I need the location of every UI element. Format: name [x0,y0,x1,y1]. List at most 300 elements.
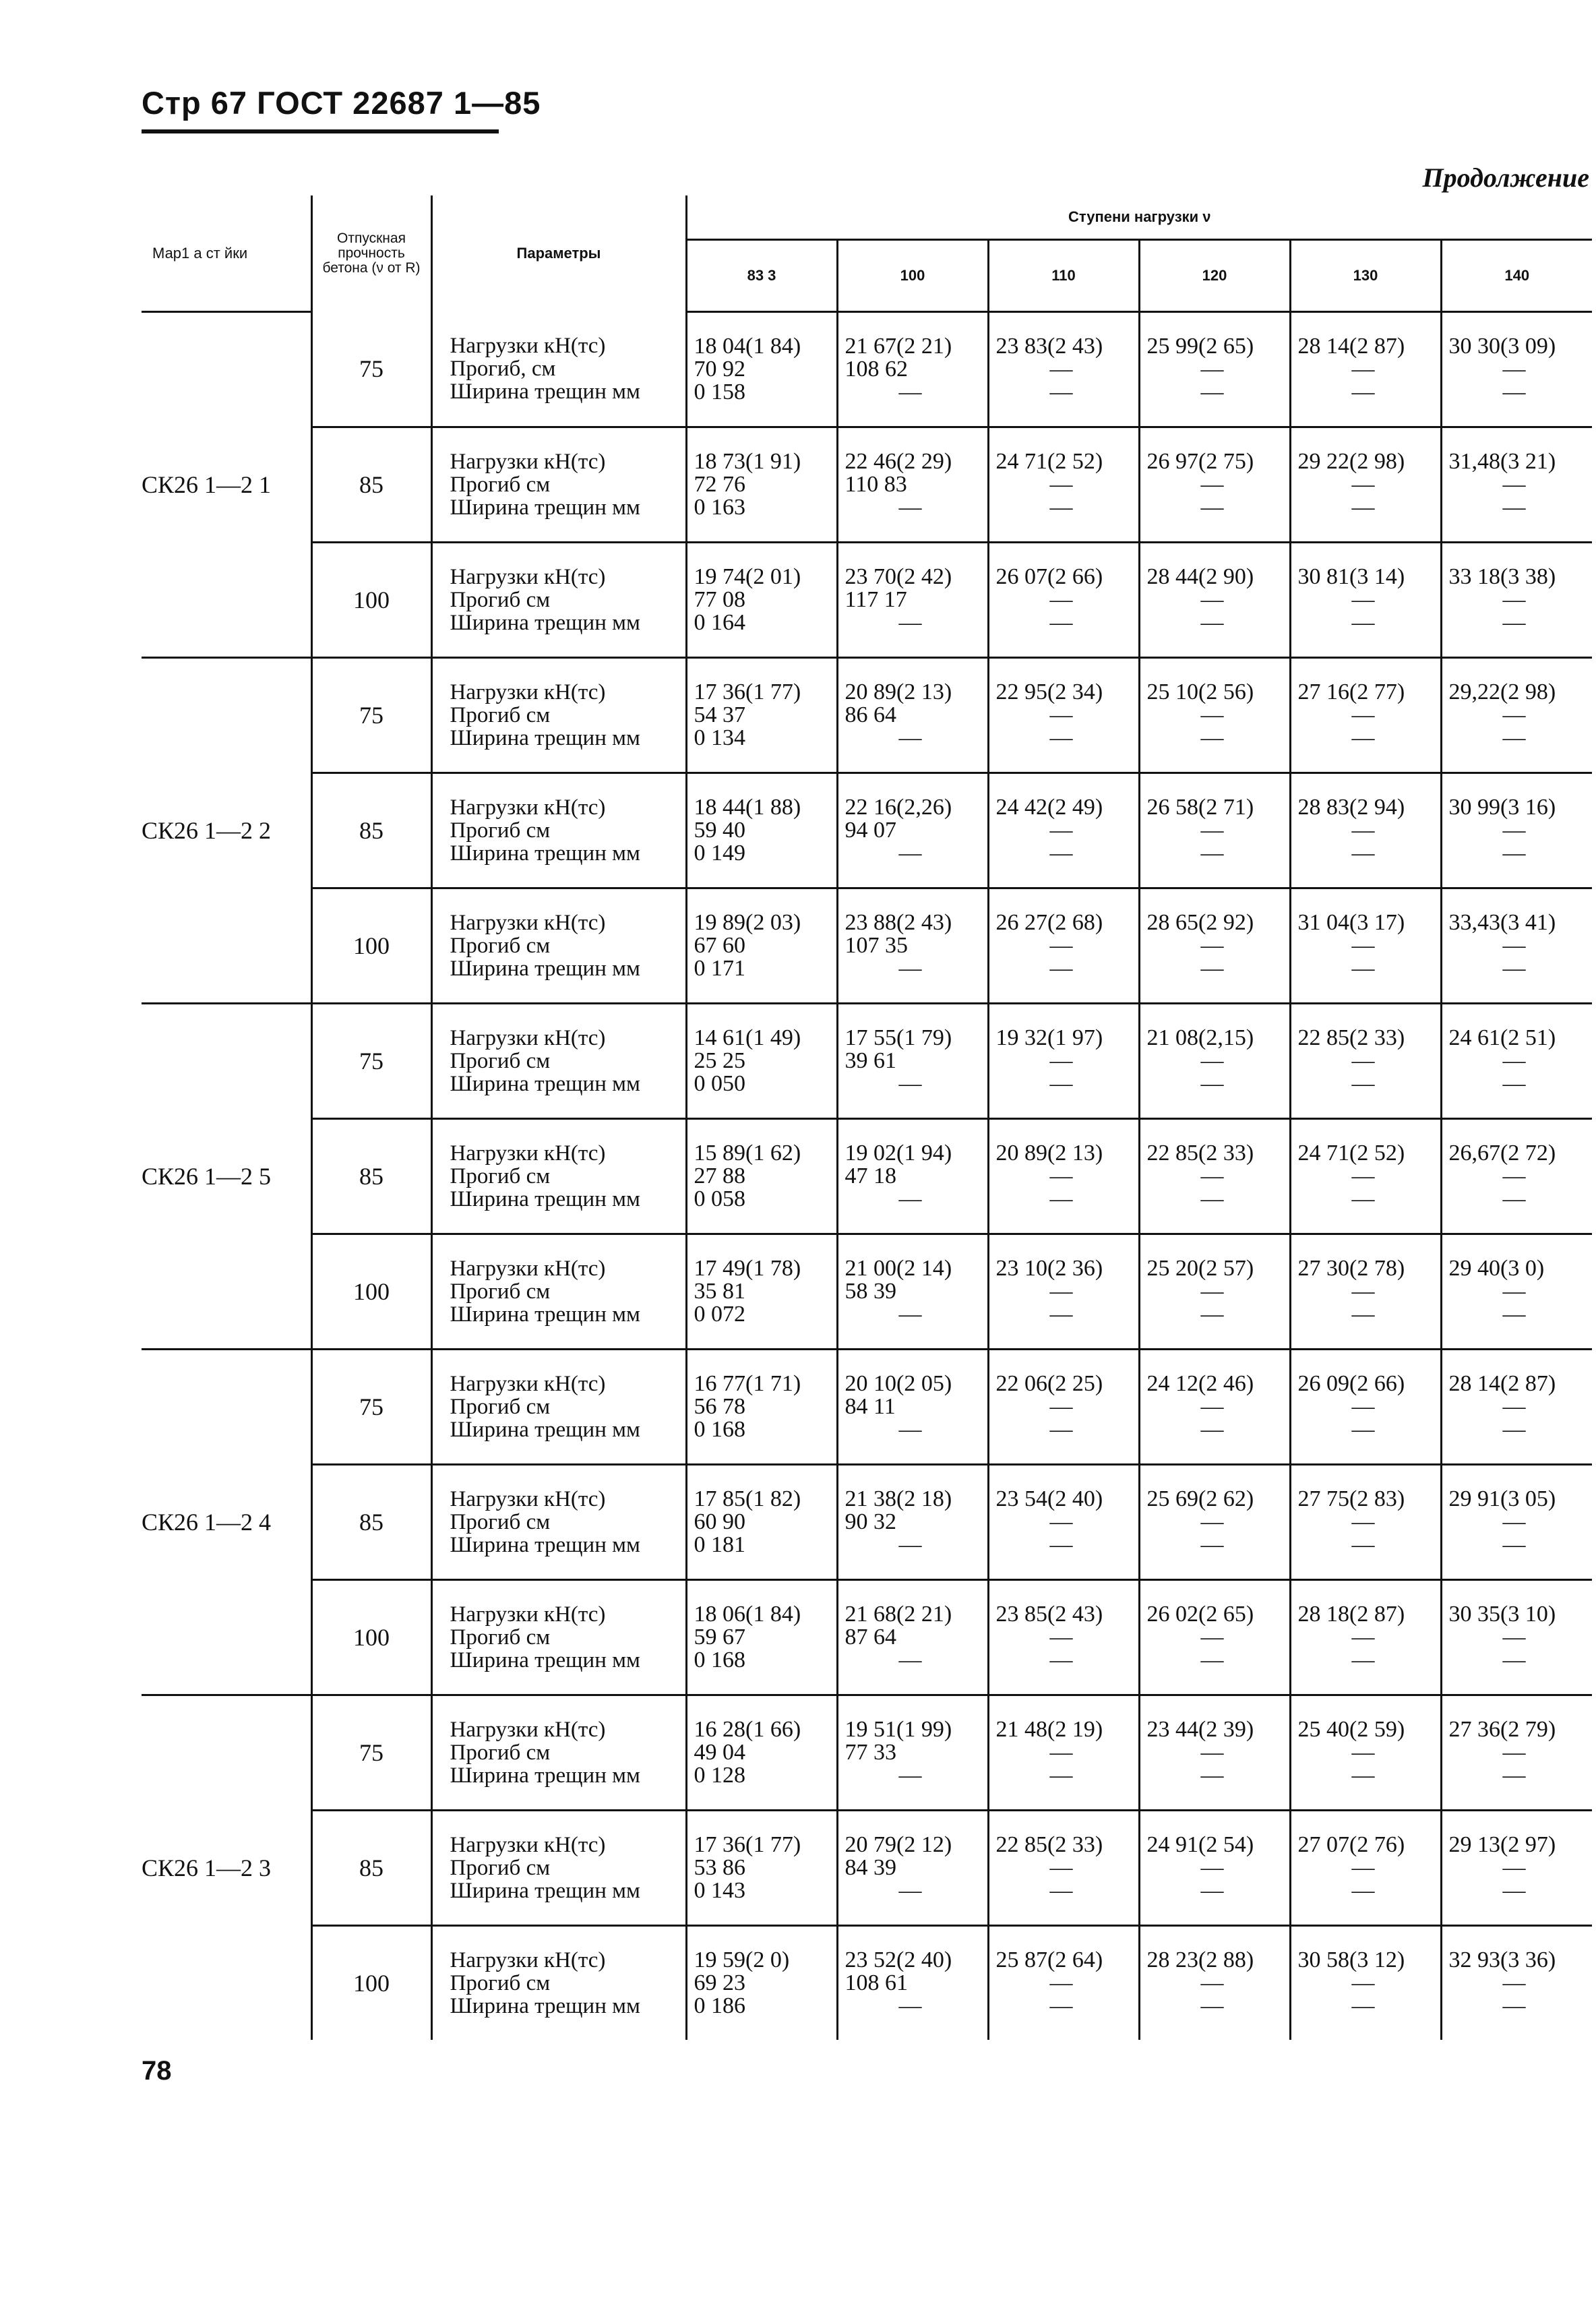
cell-value: — [1351,1279,1375,1304]
value-cell [1290,1119,1441,1234]
strength-cell: 75 [311,312,431,427]
strength-cell: 85 [311,1465,431,1580]
load-table [142,195,1592,2040]
cell-value: — [898,841,922,866]
value-cell [686,1350,837,1465]
cell-value: 0 158 [694,380,745,404]
cell-value: 19 51(1 99) [845,1717,952,1742]
cell-value: 29 22(2 98) [1297,449,1405,474]
cell-value: 0 163 [694,495,745,520]
table-row [142,1119,1592,1234]
cell-value: 0 050 [694,1071,745,1096]
cell-value: — [1351,1532,1375,1557]
cell-value: — [1351,1417,1375,1442]
cell-value: — [1049,1394,1073,1419]
header-rule [142,129,499,133]
param-label: Ширина трещин мм [450,1072,640,1096]
cell-value: 59 40 [694,818,745,843]
cell-value: 33,43(3 41) [1448,910,1556,935]
cell-value: 108 61 [845,1970,908,1995]
params-cell [431,1465,686,1580]
value-cell [837,773,988,888]
step-header: 130 [1290,240,1441,312]
param-label: Прогиб см [450,1164,551,1188]
params-cell [431,1119,686,1234]
cell-value: — [1502,1394,1526,1419]
param-label: Нагрузки кН(тс) [450,1257,606,1281]
value-cell [837,1234,988,1350]
cell-value: — [898,1878,922,1903]
value-cell [1441,888,1592,1004]
cell-value: — [1200,1509,1224,1534]
cell-value: 110 83 [845,472,907,497]
cell-value: — [1502,1740,1526,1765]
cell-value: 26 58(2 71) [1146,795,1254,820]
table-row [142,427,1592,543]
value-cell [988,1580,1139,1695]
cell-value: 27 30(2 78) [1297,1256,1405,1281]
cell-value: — [1049,1417,1073,1442]
value-cell [1290,658,1441,773]
cell-value: — [1502,587,1526,612]
value-cell [837,543,988,658]
cell-value: — [1351,818,1375,843]
cell-value: 28 14(2 87) [1448,1371,1556,1396]
column-header-strength: Отпускная прочность бетона (ν от R) [311,195,431,312]
value-cell [1139,543,1290,658]
mark-cell: СК26 1—2 4 [142,1350,311,1695]
value-cell [1139,1580,1290,1695]
cell-value: 22 16(2,26) [845,795,952,820]
param-label: Прогиб, см [450,357,556,382]
param-label: Ширина трещин мм [450,957,640,981]
cell-value: — [898,1993,922,2018]
value-cell [1290,1465,1441,1580]
cell-value: 26 27(2 68) [995,910,1103,935]
cell-value: 0 149 [694,841,745,866]
cell-value: 84 39 [845,1855,896,1880]
cell-value: 58 39 [845,1279,896,1304]
cell-value: 69 23 [694,1970,745,1995]
cell-value: — [1502,1186,1526,1211]
param-label: Прогиб см [450,1510,551,1534]
cell-value: — [1049,1186,1073,1211]
cell-value: 19 59(2 0) [694,1947,790,1972]
strength-cell: 85 [311,1811,431,1926]
params-cell [431,1234,686,1350]
cell-value: 23 88(2 43) [845,910,952,935]
table-row [142,1580,1592,1695]
param-label: Прогиб см [450,588,551,612]
cell-value: 29 13(2 97) [1448,1832,1556,1857]
param-label: Ширина трещин мм [450,1533,640,1557]
param-label: Прогиб см [450,1856,551,1880]
cell-value: — [1502,357,1526,382]
cell-value: 33 18(3 38) [1448,564,1556,589]
cell-value: — [1200,1970,1224,1995]
cell-value: — [1049,1878,1073,1903]
value-cell [988,1811,1139,1926]
cell-value: 16 28(1 66) [694,1717,801,1742]
cell-value: 31 04(3 17) [1297,910,1405,935]
value-cell [1441,773,1592,888]
value-cell [1441,427,1592,543]
cell-value: 22 06(2 25) [995,1371,1103,1396]
cell-value: — [1200,610,1224,635]
cell-value: — [898,725,922,750]
cell-value: — [1049,1048,1073,1073]
cell-value: 30 58(3 12) [1297,1947,1405,1972]
cell-value: 19 02(1 94) [845,1141,952,1166]
cell-value: — [1200,1394,1224,1419]
value-cell [686,1119,837,1234]
param-label: Ширина трещин мм [450,1418,640,1442]
cell-value: 28 65(2 92) [1146,910,1254,935]
cell-value: — [898,1763,922,1788]
cell-value: 18 73(1 91) [694,449,801,474]
cell-value: 25 20(2 57) [1146,1256,1254,1281]
cell-value: — [1049,1740,1073,1765]
cell-value: — [1049,956,1073,981]
value-cell [686,1695,837,1811]
params-cell [431,1580,686,1695]
cell-value: — [1200,1647,1224,1672]
value-cell [1290,1695,1441,1811]
cell-value: 28 14(2 87) [1297,334,1405,359]
param-label: Ширина трещин мм [450,1879,640,1903]
cell-value: 0 186 [694,1993,745,2018]
cell-value: — [1502,1532,1526,1557]
param-label: Ширина трещин мм [450,380,640,404]
step-header: 83 3 [686,240,837,312]
cell-value: — [1200,702,1224,727]
cell-value: 25 69(2 62) [1146,1486,1254,1511]
value-cell [1441,543,1592,658]
table-row [142,888,1592,1004]
cell-value: — [1200,472,1224,497]
step-header: 120 [1139,240,1290,312]
strength-cell: 85 [311,427,431,543]
cell-value: — [1351,841,1375,866]
cell-value: — [1049,1071,1073,1096]
table-row [142,658,1592,773]
param-label: Нагрузки кН(тс) [450,1372,606,1396]
cell-value: 29,22(2 98) [1448,679,1556,704]
cell-value: 24 71(2 52) [1297,1141,1405,1166]
value-cell [988,312,1139,427]
mark-cell: СК26 1—2 1 [142,471,272,498]
cell-value: — [1502,725,1526,750]
value-cell [686,1465,837,1580]
cell-value: — [1351,1625,1375,1650]
value-cell [686,658,837,773]
cell-value: — [1049,587,1073,612]
strength-cell: 75 [311,658,431,773]
param-label: Ширина трещин мм [450,841,640,866]
cell-value: — [1502,1302,1526,1327]
cell-value: 27 36(2 79) [1448,1717,1556,1742]
cell-value: 26,67(2 72) [1448,1141,1556,1166]
cell-value: 22 46(2 29) [845,449,952,474]
cell-value: 25 10(2 56) [1146,679,1254,704]
param-label: Нагрузки кН(тс) [450,795,606,820]
cell-value: — [1502,1993,1526,2018]
cell-value: 0 058 [694,1186,745,1211]
value-cell [837,888,988,1004]
cell-value: 24 12(2 46) [1146,1371,1254,1396]
cell-value: — [1049,933,1073,958]
param-label: Прогиб см [450,473,551,497]
cell-value: — [1049,702,1073,727]
cell-value: — [1502,472,1526,497]
cell-value: — [898,1186,922,1211]
cell-value: 18 44(1 88) [694,795,801,820]
params-cell [431,312,686,427]
param-label: Нагрузки кН(тс) [450,1141,606,1166]
cell-value: 21 67(2 21) [845,334,952,359]
page-header [142,84,541,121]
value-cell [988,773,1139,888]
params-cell [431,1695,686,1811]
param-label: Прогиб см [450,1625,551,1650]
cell-value: 14 61(1 49) [694,1025,801,1050]
cell-value: 77 08 [694,587,745,612]
strength-cell: 100 [311,1580,431,1695]
cell-value: 27 07(2 76) [1297,1832,1405,1857]
param-label: Нагрузки кН(тс) [450,450,606,474]
cell-value: 32 93(3 36) [1448,1947,1556,1972]
mark-cell: СК26 1—2 2 [142,658,311,1004]
cell-value: — [1049,1163,1073,1188]
value-cell [686,1580,837,1695]
page-number: 78 [142,2056,172,2086]
cell-value: 22 85(2 33) [995,1832,1103,1857]
value-cell [1290,888,1441,1004]
param-label: Прогиб см [450,1049,551,1073]
param-label: Нагрузки кН(тс) [450,911,606,935]
cell-value: 20 79(2 12) [845,1832,952,1857]
cell-value: — [1200,1763,1224,1788]
cell-value: — [1502,1647,1526,1672]
cell-value: — [1049,1279,1073,1304]
param-label: Прогиб см [450,1741,551,1765]
value-cell [1290,1234,1441,1350]
cell-value: — [1502,1878,1526,1903]
cell-value: — [1200,1279,1224,1304]
cell-value: 25 87(2 64) [995,1947,1103,1972]
param-label: Прогиб см [450,818,551,843]
cell-value: 17 85(1 82) [694,1486,801,1511]
cell-value: — [898,1532,922,1557]
table-row [142,1234,1592,1350]
cell-value: 21 00(2 14) [845,1256,952,1281]
param-label: Прогиб см [450,1279,551,1304]
value-cell [686,888,837,1004]
cell-value: — [898,956,922,981]
step-header: 110 [988,240,1139,312]
value-cell [837,1119,988,1234]
value-cell [686,773,837,888]
cell-value: — [1502,1763,1526,1788]
param-label: Нагрузки кН(тс) [450,1602,606,1627]
strength-cell: 75 [311,1350,431,1465]
value-cell [686,1926,837,2040]
value-cell [988,1234,1139,1350]
cell-value: — [1502,933,1526,958]
cell-value: — [1351,1970,1375,1995]
cell-value: 25 25 [694,1048,745,1073]
cell-value: 0 164 [694,610,745,635]
cell-value: — [1351,1993,1375,2018]
cell-value: — [1351,1302,1375,1327]
cell-value: — [1200,1417,1224,1442]
cell-value: — [1049,1302,1073,1327]
cell-value: — [1502,610,1526,635]
cell-value: — [1049,818,1073,843]
value-cell [686,1004,837,1119]
cell-value: — [1502,818,1526,843]
value-cell [988,543,1139,658]
cell-value: 23 44(2 39) [1146,1717,1254,1742]
cell-value: — [1502,1625,1526,1650]
cell-value: — [1351,1186,1375,1211]
cell-value: 0 143 [694,1878,745,1903]
cell-value: — [1200,841,1224,866]
cell-value: 107 35 [845,933,908,958]
cell-value: — [1200,933,1224,958]
cell-value: — [1502,1279,1526,1304]
value-cell [988,1695,1139,1811]
cell-value: — [1502,1855,1526,1880]
cell-value: 26 02(2 65) [1146,1602,1254,1627]
strength-cell: 100 [311,1926,431,2040]
value-cell [1441,1580,1592,1695]
value-cell [1139,1811,1290,1926]
value-cell [837,1695,988,1811]
cell-value: 94 07 [845,818,896,843]
cell-value: 49 04 [694,1740,745,1765]
cell-value: — [898,495,922,520]
value-cell [837,1004,988,1119]
cell-value: 20 89(2 13) [995,1141,1103,1166]
param-label: Нагрузки кН(тс) [450,680,606,704]
cell-value: — [1351,1394,1375,1419]
value-cell [1139,1004,1290,1119]
cell-value: 17 55(1 79) [845,1025,952,1050]
cell-value: — [1502,1970,1526,1995]
cell-value: — [1049,1763,1073,1788]
cell-value: 54 37 [694,702,745,727]
params-cell [431,1350,686,1465]
value-cell [1441,1465,1592,1580]
cell-value: — [1200,1532,1224,1557]
cell-value: — [1351,1647,1375,1672]
cell-value: — [898,1302,922,1327]
cell-value: 30 81(3 14) [1297,564,1405,589]
value-cell [1139,773,1290,888]
cell-value: — [1502,1163,1526,1188]
value-cell [1139,1234,1290,1350]
params-cell [431,773,686,888]
cell-value: — [1200,1993,1224,2018]
cell-value: 70 92 [694,357,745,382]
cell-value: — [1200,1855,1224,1880]
table-row [142,1004,1592,1119]
table-row [142,1811,1592,1926]
cell-value: — [898,1647,922,1672]
cell-value: 22 95(2 34) [995,679,1103,704]
cell-value: 27 75(2 83) [1297,1486,1405,1511]
cell-value: — [1200,725,1224,750]
cell-value: 23 85(2 43) [995,1602,1103,1627]
cell-value: — [1351,357,1375,382]
cell-value: — [1351,610,1375,635]
table-row [142,1465,1592,1580]
cell-value: — [1502,380,1526,404]
cell-value: 17 49(1 78) [694,1256,801,1281]
cell-value: 0 181 [694,1532,745,1557]
value-cell [1290,543,1441,658]
cell-value: 87 64 [845,1625,896,1650]
cell-value: — [1049,610,1073,635]
param-label: Ширина трещин мм [450,1302,640,1327]
value-cell [988,1926,1139,2040]
param-label: Ширина трещин мм [450,495,640,520]
value-cell [837,312,988,427]
param-label: Ширина трещин мм [450,1763,640,1788]
cell-value: — [1351,1763,1375,1788]
cell-value: — [1502,495,1526,520]
param-label: Ширина трещин мм [450,1187,640,1211]
value-cell [1290,427,1441,543]
cell-value: — [1200,1163,1224,1188]
cell-value: 56 78 [694,1394,745,1419]
cell-value: 20 89(2 13) [845,679,952,704]
cell-value: 117 17 [845,587,907,612]
cell-value: 0 072 [694,1302,745,1327]
cell-value: 108 62 [845,357,908,382]
cell-value: 18 06(1 84) [694,1602,801,1627]
cell-value: 26 97(2 75) [1146,449,1254,474]
value-cell [988,888,1139,1004]
column-header-steps: Ступени нагрузки ν [686,195,1592,240]
value-cell [1290,1004,1441,1119]
value-cell [1441,1350,1592,1465]
strength-cell: 75 [311,1004,431,1119]
value-cell [1139,312,1290,427]
cell-value: — [898,380,922,404]
strength-cell: 85 [311,773,431,888]
cell-value: 67 60 [694,933,745,958]
cell-value: — [1200,1625,1224,1650]
column-header-params: Параметры [431,195,686,312]
cell-value: 26 09(2 66) [1297,1371,1405,1396]
value-cell [1290,1580,1441,1695]
value-cell [1441,658,1592,773]
cell-value: 19 74(2 01) [694,564,801,589]
params-cell [431,543,686,658]
value-cell [1441,1695,1592,1811]
page-title: Стр 67 ГОСТ 22687 1—85 [142,85,541,121]
cell-value: — [1200,1878,1224,1903]
value-cell [1290,773,1441,888]
params-cell [431,427,686,543]
value-cell [1290,1350,1441,1465]
cell-value: — [1502,1071,1526,1096]
strength-cell: 100 [311,888,431,1004]
value-cell [988,427,1139,543]
cell-value: 17 36(1 77) [694,679,801,704]
